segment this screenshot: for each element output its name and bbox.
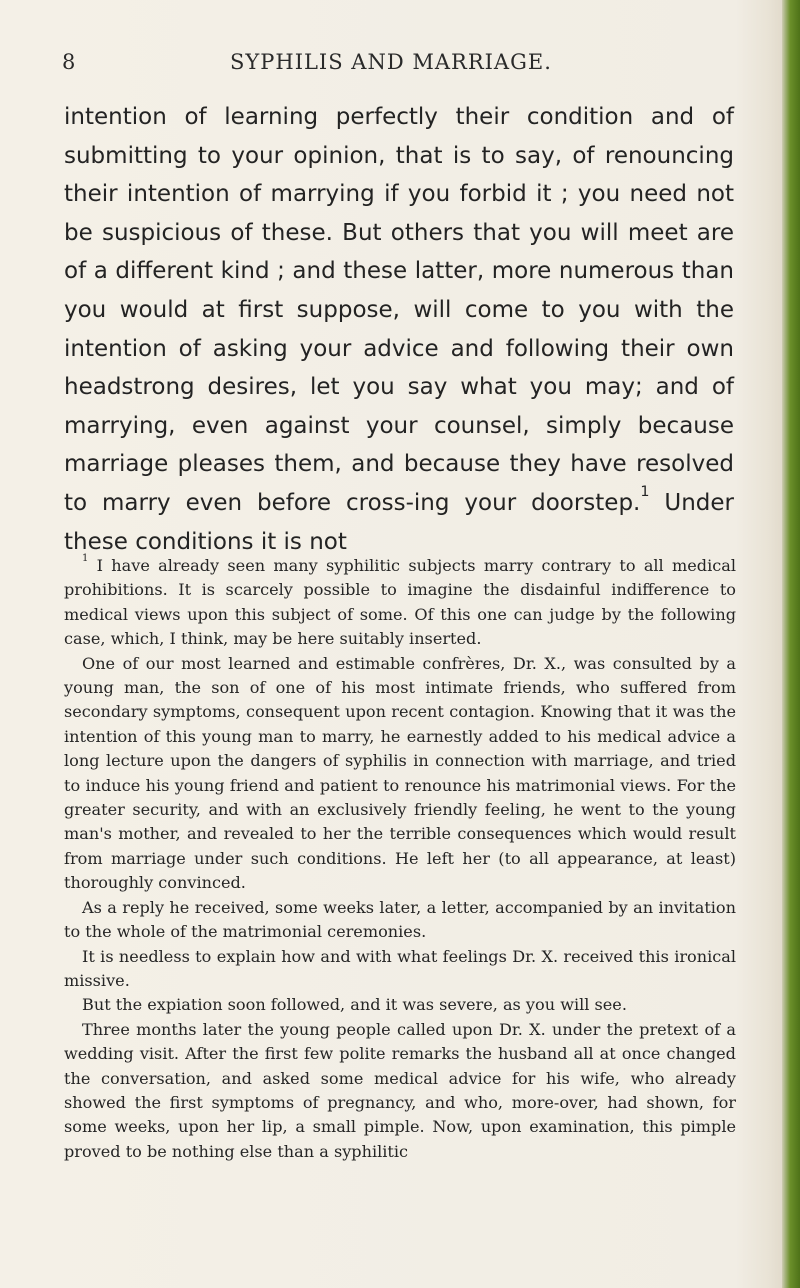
main-paragraph-text: intention of learning perfectly their condition and of submitting to your opinion, that is to say, of renouncing their intention of marrying if you forbid it ; you need not be suspicious of these. But others that you will meet are of a different kind ; and these latter, more numerous than you would at first suppose, will come to you with the intention of asking your advice and following their own headstrong desires, let you say what you may; and of marrying, even against your counsel, simply because marriage pleases them, and because they have resolved to marry even before cross-ing your doorstep.	[64, 104, 734, 516]
footnote-paragraph-4: It is needless to explain how and with what feelings Dr. X. received this ironical missive.	[64, 946, 736, 990]
running-title: SYPHILIS AND MARRIAGE.	[230, 50, 552, 74]
footnote-paragraph-1	[64, 554, 736, 652]
main-text	[64, 98, 734, 561]
footnote-reference: 1	[640, 484, 650, 501]
main-paragraph	[64, 98, 734, 561]
footnote-paragraph-3: As a reply he received, some weeks later, a letter, accompanied by an invitation to the whole of the matrimonial ceremonies.	[64, 897, 736, 942]
footnote-text-1: I have already seen many syphilitic subjects marry contrary to all medical prohibitions. It is scarcely possible to imagine the disdainful indifference to medical views upon this subject of some. Of this one can judge by the following case, which, I think, may be here suitably inserted.	[64, 556, 736, 649]
page-number: 8	[62, 50, 77, 74]
footnote-number: 1	[82, 553, 89, 565]
footnote-paragraph-5: But the expiation soon followed, and it was severe, as you will see.	[82, 995, 627, 1015]
main-paragraph-tail: Under these conditions it is not	[64, 489, 734, 555]
running-header	[62, 50, 712, 84]
footnote	[64, 554, 736, 1164]
page-edge	[782, 0, 800, 1288]
footnote-paragraph-6: Three months later the young people called upon Dr. X. under the pretext of a wedding visit. After the first few polite remarks the husband all at once changed the conversation, and asked some medical advice for his wife, who already showed the first symptoms of pregnancy, and who, more-over, had shown, for some weeks, upon her lip, a small pimple. Now, upon examination, this pimple proved to be nothing else than a syphilitic	[64, 1019, 736, 1161]
footnote-paragraph-2: One of our most learned and estimable confrères, Dr. X., was consulted by a young man, the son of one of his most intimate friends, who suffered from secondary symptoms, consequent upon recent contagion. Knowing that it was the intention of this young man to marry, he earnestly added to his medical advice a long lecture upon the dangers of syphilis in connection with marriage, and tried to induce his young friend and patient to renounce his matrimonial views. For the greater security, and with an exclusively friendly feeling, he went to the young man's mother, and revealed to her the terrible consequences which would result from marriage under such conditions. He left her (to all appearance, at least) thoroughly convinced.	[64, 653, 736, 893]
